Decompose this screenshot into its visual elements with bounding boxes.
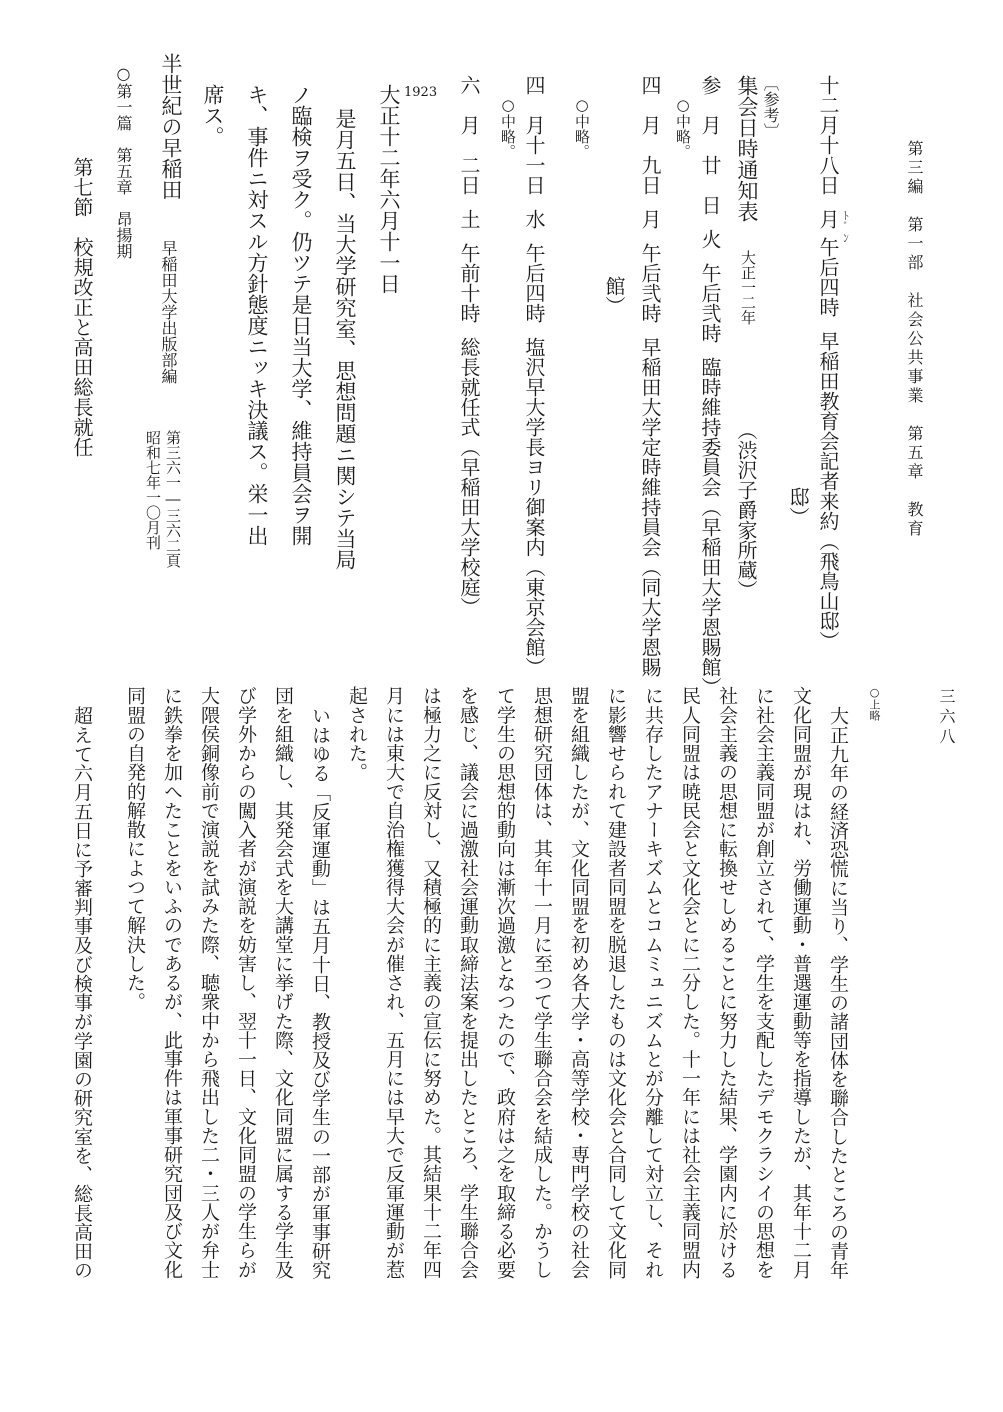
entry-0320-event: 臨時維持委員会（早稲田大学恩賜館） — [698, 357, 722, 697]
entry-0411 — [524, 75, 544, 677]
entry-0320 — [700, 75, 720, 697]
body-line: 文化同盟が現はれ、労働運動・普選運動等を指導したが、其年十二月 — [790, 686, 812, 1279]
body-line: 起された。 — [346, 686, 368, 782]
source-book-subsection: 第七節 校規改正と高田総長就任 — [70, 157, 94, 457]
body-line: は極力之に反対し、又積極的に主義の宣伝に努めた。其結果十二年四 — [420, 686, 442, 1279]
source-book-section: ○第一篇 第五章 昂揚期 — [114, 64, 133, 259]
entry-1218-event: 早稲田教育会記者来約（飛鳥山邸） — [816, 331, 840, 651]
diary-line: ノ臨検ヲ受ク。仍ツテ是日当大学、維持員会ヲ開 — [289, 84, 313, 546]
entry-0411-time: 午后四時 — [522, 243, 546, 323]
table-title-text: 集会日時通知表 — [735, 75, 759, 222]
entry-0409-time: 午后弐時 — [638, 243, 662, 323]
body-line: 超えて六月五日に予審判事及び検事が学園の研究室を、総長高田の — [71, 706, 93, 1280]
page-number: 三六八 — [937, 688, 956, 748]
body-line: 団を組織し、其発会式を大講堂に挙げた際、文化同盟に属する学生及 — [272, 686, 294, 1279]
omit-0320: ○中略。 — [674, 96, 692, 159]
running-title: 第三編 第一部 社会公共事業 第五章 教育 — [905, 140, 924, 539]
body-line: び学外からの闖入者が演説を妨害し、翌十一日、文化同盟の学生らが — [235, 686, 257, 1279]
body-line: に鉄拳を加へたことをいふのであるが、此事件は軍事研究団及び文化 — [161, 686, 183, 1279]
year-note: 1923 — [404, 85, 438, 100]
handwritten-note: ﾄﾞﾝ — [839, 210, 852, 243]
body-line: 同盟の自発的解散によつて解決した。 — [124, 686, 146, 1012]
entry-0320-time: 午后弐時 — [698, 263, 722, 343]
entry-0602-event: 総長就任式（早稲田大学校庭） — [457, 337, 481, 617]
entry-0409 — [640, 75, 660, 677]
diary-line: キ、事件ニ対スル方針態度ニッキ決議ス。栄一出 — [245, 84, 269, 546]
source-book-date: 昭和七年一〇月刊 — [144, 430, 162, 550]
body-line: に社会主義同盟が創立されて、学生を支配したデモクラシイの思想を — [753, 686, 775, 1279]
body-line: て学生の思想的動向は漸次過激となつたので、政府は之を取締る必要 — [494, 686, 516, 1279]
entry-0320-date: 参 月 廿 日 — [698, 75, 722, 215]
body-line: 社会主義の思想に転換せしめることに努力した結果、学園内に於ける — [716, 686, 738, 1279]
source-book-title: 半世紀の早稲田 — [159, 53, 183, 200]
body-line: に共存したアナーキズムとコムミュニズムとが分離して対立し、それ — [642, 686, 664, 1279]
omit-0411: ○中略。 — [499, 96, 517, 159]
body-line: に影響せられて建設者同盟を脱退したものは文化会と合同して文化同 — [605, 686, 627, 1279]
table-source: （渋沢子爵家所蔵） — [734, 420, 758, 600]
entry-0602-date: 六 月 二日 — [457, 75, 481, 195]
body-line: 民人同盟は暁民会と文化会とに二分した。十一年には社会主義同盟内 — [679, 686, 701, 1279]
entry-1218-date: 十二月十八日 — [816, 75, 840, 195]
entry-1218-continuation: 邸） — [786, 487, 810, 527]
reference-label: 〔参考〕 — [761, 75, 780, 139]
entry-0409-event: 早稲田大学定時維持員会（同大学恩賜 — [638, 337, 662, 677]
body-line: を感じ、議会に過激社会運動取締法案を提出したところ、学生聯合会 — [457, 686, 479, 1279]
table-era: 大正一二年 — [739, 250, 757, 325]
body-line: 盟を組織したが、文化同盟を初め各大学・高等学校・専門学校の社会 — [568, 686, 590, 1279]
body-line: 大正九年の経済恐慌に当り、学生の諸団体を聯合したところの青年 — [827, 706, 849, 1280]
entry-0411-event: 塩沢早大学長ヨリ御案内（東京会館） — [522, 337, 546, 677]
entry-0602-weekday: 土 — [457, 209, 481, 229]
entry-1218-weekday: 月 — [816, 209, 840, 229]
body-line: 月には東大で自治権獲得大会が催され、五月には早大で反軍運動が惹 — [383, 686, 405, 1279]
omit-0409: ○中略。 — [573, 96, 591, 159]
entry-1218 — [818, 75, 838, 651]
entry-0320-weekday: 火 — [698, 229, 722, 249]
body-line: いはゆる「反軍運動」は五月十日、教授及び学生の一部が軍事研究 — [309, 706, 331, 1280]
entry-0409-continuation: 館） — [602, 276, 626, 316]
entry-0602 — [459, 75, 479, 617]
entry-0602-time: 午前十時 — [457, 243, 481, 323]
body-line: 思想研究団体は、其年十一月に至つて学生聯合会を結成した。かうし — [531, 686, 553, 1279]
entry-0409-weekday: 月 — [638, 209, 662, 229]
diary-line: 是月五日、当大学研究室、思想問題ニ関シテ当局 — [333, 108, 357, 570]
diary-heading: 大正十二年六月十一日 — [377, 84, 401, 294]
source-book-pages: 第三六一―三六二頁 — [164, 430, 182, 568]
entry-0411-date: 四 月十一日 — [522, 75, 546, 195]
body-line: 大隈侯銅像前で演説を試みた際、聴衆中から飛出した二・三人が弁士 — [198, 686, 220, 1279]
entry-1218-time: 午后四時 — [816, 237, 840, 317]
entry-0411-weekday: 水 — [522, 209, 546, 229]
table-title — [736, 75, 757, 222]
source-book-editor: 早稲田大学出版部編 — [159, 240, 178, 384]
entry-0409-date: 四 月 九日 — [638, 75, 662, 195]
omit-mark: ○上略 — [868, 686, 881, 721]
diary-line: 席ス。 — [201, 84, 225, 147]
